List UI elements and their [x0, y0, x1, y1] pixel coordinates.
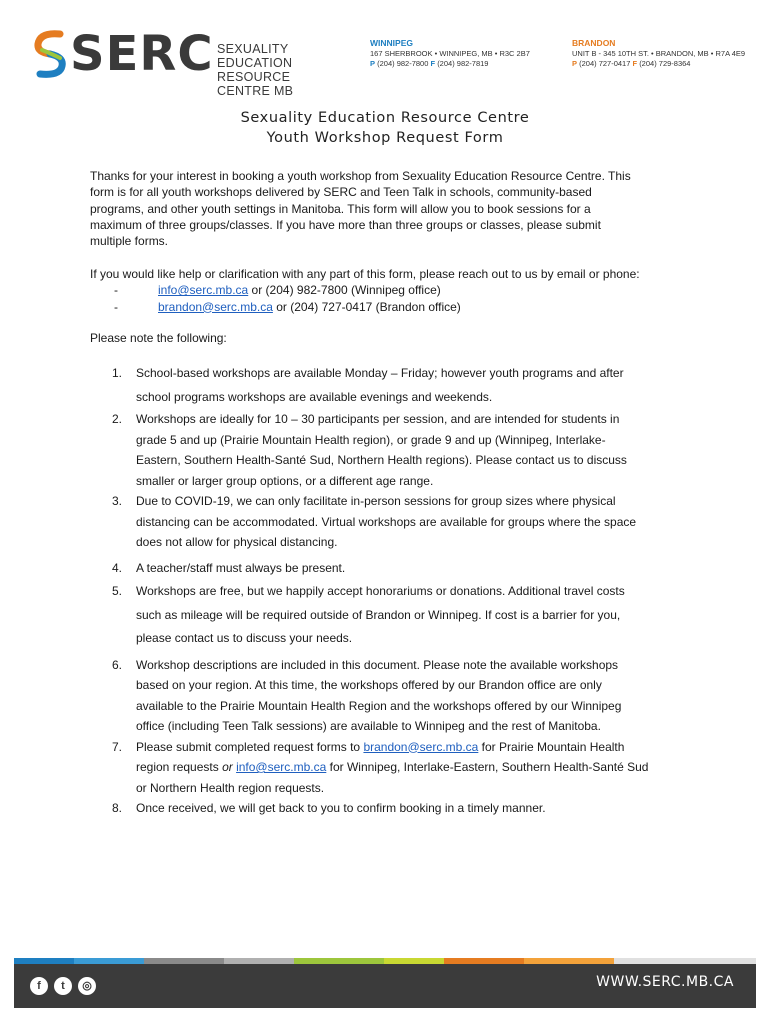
instagram-icon[interactable]: ◎ [78, 977, 96, 995]
winnipeg-email-link[interactable]: info@serc.mb.ca [158, 283, 249, 298]
document-title: Sexuality Education Resource Centre Youth Workshop Request Form [240, 110, 530, 146]
intro-paragraph: Thanks for your interest in booking a youth workshop from Sexuality Education Resource Centre. This form is for all youth workshops delivered by SERC and Teen Talk in schools, community-based programs, and other youth settings in Manitoba. This form will allow you to book sessions for a maximum of three groups/classes. If you have more than three groups or classes, please submit multiple forms. [90, 169, 631, 249]
stripe-segment [524, 958, 614, 964]
list-item: 5. Workshops are free, but we happily accept honorariums or donations. Additional travel costs such as mileage will be required outside of Brandon or Winnipeg. If cost is a barrier for you, please contact us to discuss your needs. [112, 584, 625, 645]
list-item: 3. Due to COVID-19, we can only facilitate in-person sessions for group sizes where physical distancing can be accommodated. Virtual workshops are available for groups where the space does not allow for physical distancing. [112, 494, 637, 549]
winnipeg-phone-line: P (204) 982-7800 F (204) 982-7819 [370, 59, 489, 68]
brandon-address: UNIT B - 345 10TH ST. • BRANDON, MB • R7A 4E9 [572, 48, 746, 58]
contact-item-winnipeg: - info@serc.mb.ca or (204) 982-7800 (Winnipeg office) [114, 283, 441, 298]
brandon-heading: BRANDON [572, 38, 616, 48]
brandon-office-info [572, 38, 745, 70]
website-url[interactable]: WWW.SERC.MB.CA [596, 974, 734, 990]
brandon-email-link[interactable]: brandon@serc.mb.ca [158, 299, 273, 314]
help-paragraph: If you would like help or clarification with any part of this form, please reach out to us by email or phone: - info@serc.mb.ca or (204) 982-7800 (Winnipeg office) - brandon@serc.mb.ca or (204) 727-0417 (Brandon office) [90, 266, 690, 315]
serc-logo [30, 26, 330, 98]
stripe-segment [14, 958, 74, 964]
twitter-icon[interactable]: t [54, 977, 72, 995]
stripe-segment [224, 958, 294, 964]
logo-subtitle: SEXUALITY EDUCATION RESOURCE CENTRE MB [217, 42, 294, 98]
list-item: 6. Workshop descriptions are included in this document. Please note the available workshops based on your region. At this time, the workshops offered by our Brandon office are only available to the Prairie Mountain Health Region and the workshops offered by our Winnipeg office (including Teen Talk sessions) are available to Winnipeg and the rest of Manitoba. [112, 657, 622, 733]
list-item: 2. Workshops are ideally for 10 – 30 participants per session, and are intended for students in grade 5 and up (Prairie Mountain Health region), or grade 9 and up (Winnipeg, Interlake- Eastern, Southern Health-Santé Sud, Northern Health regions). Please contact us to discuss smaller or larger group options, or a different age range. [112, 412, 627, 488]
stripe-segment [614, 958, 756, 964]
contact-item-brandon: - brandon@serc.mb.ca or (204) 727-0417 (Brandon office) [114, 299, 461, 314]
stripe-segment [74, 958, 144, 964]
winnipeg-office-info [370, 38, 530, 70]
brandon-email-link[interactable]: brandon@serc.mb.ca [363, 739, 479, 754]
facebook-icon[interactable]: f [30, 977, 48, 995]
contact-list [90, 282, 690, 315]
stripe-segment [144, 958, 224, 964]
note-heading: Please note the following: [90, 331, 227, 345]
stripe-segment [384, 958, 444, 964]
list-item: 4. A teacher/staff must always be present. [112, 560, 346, 575]
notes-list [112, 362, 667, 819]
serc-logo-mark-icon [30, 30, 72, 78]
footer-color-stripe [14, 958, 756, 964]
stripe-segment [294, 958, 384, 964]
list-item: 8. Once received, we will get back to you to confirm booking in a timely manner. [112, 801, 546, 815]
winnipeg-address: 167 SHERBROOK • WINNIPEG, MB • R3C 2B7 [370, 48, 530, 58]
stripe-segment [444, 958, 524, 964]
winnipeg-heading: WINNIPEG [370, 38, 413, 48]
list-item: 7. Please submit completed request forms to brandon@serc.mb.ca for Prairie Mountain Health region requests or info@serc.mb.ca for Winnipeg, Interlake-Eastern, Southern Health-Santé Sud or Northern Health region requests. [112, 739, 649, 795]
logo-wordmark: SERC [70, 26, 214, 82]
list-item: 1. School-based workshops are available Monday – Friday; however youth programs and after school programs workshops are available evenings and weekends. [112, 366, 624, 404]
brandon-phone-line: P (204) 727-0417 F (204) 729-8364 [572, 59, 691, 68]
info-email-link[interactable]: info@serc.mb.ca [236, 760, 327, 774]
